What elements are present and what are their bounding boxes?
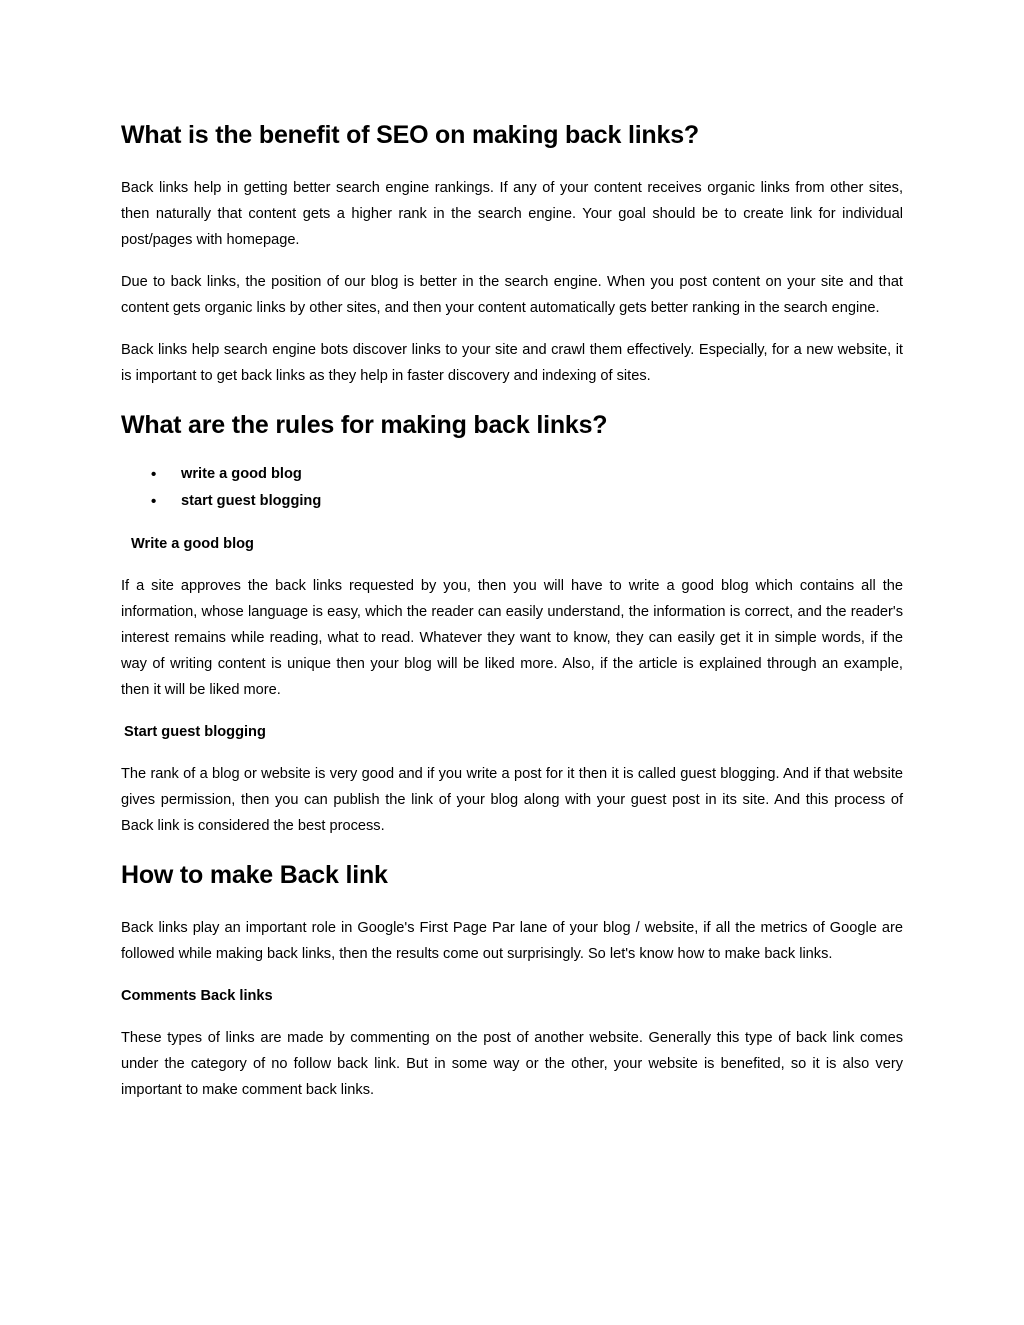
subheading-guest-blogging: Start guest blogging	[124, 724, 266, 740]
list-item-label: start guest blogging	[181, 493, 322, 509]
paragraph-benefit-1: Back links help in getting better search engine rankings. If any of your content receives organic links from other sites, then naturally that content gets a higher rank in the search engine. Your goal should be to create link for individual post/pages with homepage.	[121, 180, 903, 248]
paragraph-comments-back-links: These types of links are made by commenting on the post of another website. Generally this type of back link comes under the category of no follow back link. But in some way or the other, your website is benefited, so it is also very important to make comment back links.	[121, 1030, 903, 1098]
subheading-write-good-blog: Write a good blog	[131, 536, 254, 552]
paragraph-benefit-3: Back links help search engine bots discover links to your site and crawl them effectively. Especially, for a new website, it is important to get back links as they help in faster discovery and indexing of sites.	[121, 342, 903, 384]
subheading-comments-back-links: Comments Back links	[121, 988, 273, 1004]
paragraph-how-to-make: Back links play an important role in Google's First Page Par lane of your blog / website, if all the metrics of Google are followed while making back links, then the results come out surprisingly. So let's know how to make back links.	[121, 920, 903, 962]
paragraph-write-good-blog: If a site approves the back links requested by you, then you will have to write a good blog which contains all the information, whose language is easy, which the reader can easily understand, the information is correct, and the reader's interest remains while reading, what to read. Whatever they want to know, they can easily get it in simple words, if the way of writing content is unique then your blog will be liked more. Also, if the article is explained through an example, then it will be liked more.	[121, 578, 903, 698]
bullet-icon: •	[151, 493, 157, 510]
heading-seo-benefit: What is the benefit of SEO on making back links?	[121, 121, 699, 149]
paragraph-guest-blogging: The rank of a blog or website is very good and if you write a post for it then it is called guest blogging. And if that website gives permission, then you can publish the link of your blog along with your guest post in its site. And this process of Back link is considered the best process.	[121, 766, 903, 834]
document-page	[121, 118, 903, 1103]
heading-rules: What are the rules for making back links?	[121, 411, 608, 439]
rules-list	[121, 461, 903, 515]
list-item	[151, 488, 903, 515]
list-item-label: write a good blog	[181, 466, 302, 482]
paragraph-benefit-2: Due to back links, the position of our blog is better in the search engine. When you post content on your site and that content gets organic links by other sites, and then your content automatically gets better ranking in the search engine.	[121, 274, 903, 316]
heading-how-to-make: How to make Back link	[121, 861, 388, 889]
bullet-icon: •	[151, 466, 157, 483]
list-item	[151, 461, 903, 488]
